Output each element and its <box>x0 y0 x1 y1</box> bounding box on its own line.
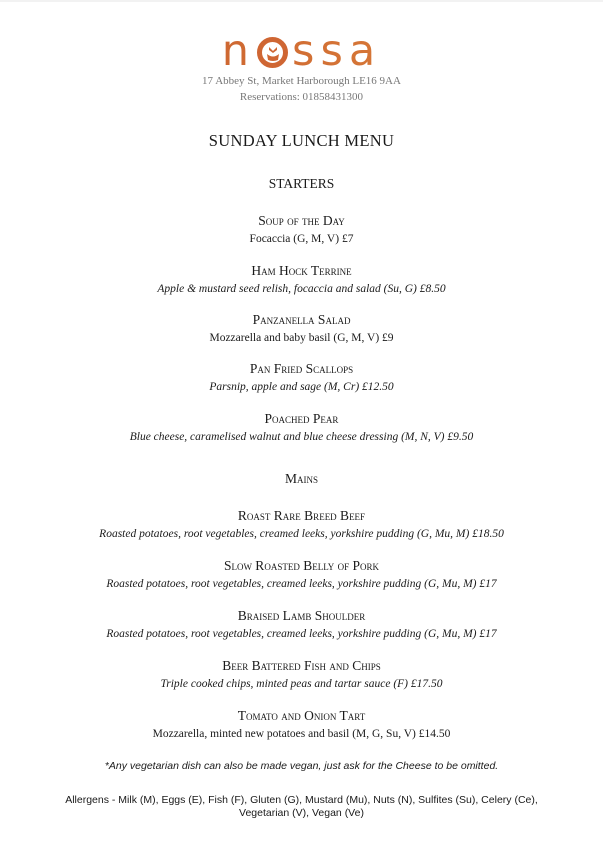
menu-item <box>0 360 603 395</box>
item-name: Braised Lamb Shoulder <box>237 608 366 623</box>
menu-item <box>0 557 603 592</box>
starters-heading: STARTERS <box>268 176 335 191</box>
menu-item <box>0 311 603 346</box>
menu-item <box>0 410 603 445</box>
item-description: Roasted potatoes, root vegetables, creamed leeks, yorkshire pudding (G, Mu, M) £17 <box>106 578 497 590</box>
menu-title: SUNDAY LUNCH MENU <box>208 131 395 150</box>
menu-item <box>0 507 603 542</box>
item-name: Ham Hock Terrine <box>251 263 352 278</box>
item-name: Roast Rare Breed Beef <box>237 508 366 523</box>
mains-heading: Mains <box>284 471 318 486</box>
logo-text-end: ssa <box>292 26 382 76</box>
menu-item <box>0 657 603 692</box>
brand-logo <box>0 27 603 75</box>
item-description: Focaccia (G, M, V) £7 <box>249 233 354 245</box>
item-description: Roasted potatoes, root vegetables, creamed leeks, yorkshire pudding (G, Mu, M) £17 <box>106 628 497 640</box>
menu-item <box>0 607 603 642</box>
vegan-note: *Any vegetarian dish can also be made vegan, just ask for the Cheese to be omitted. <box>104 760 499 772</box>
logo-emblem-icon <box>257 37 288 68</box>
item-description: Mozzarella and baby basil (G, M, V) £9 <box>209 332 394 344</box>
item-name: Poached Pear <box>264 411 339 426</box>
item-name: Slow Roasted Belly of Pork <box>223 558 380 573</box>
item-description: Parsnip, apple and sage (M, Cr) £12.50 <box>209 381 394 393</box>
item-name: Soup of the Day <box>258 213 345 228</box>
address: 17 Abbey St, Market Harborough LE16 9AA <box>202 75 401 87</box>
item-description: Mozzarella, minted new potatoes and basil (M, G, Su, V) £14.50 <box>152 728 451 740</box>
menu-item <box>0 707 603 742</box>
item-name: Beer Battered Fish and Chips <box>222 658 381 673</box>
reservations-phone: Reservations: 01858431300 <box>239 91 364 103</box>
allergens-legend: Allergens - Milk (M), Eggs (E), Fish (F), Gluten (G), Mustard (Mu), Nuts (N), Sulfites (Su), Celery (Ce), Vegetarian (V), Vegan (Ve) <box>65 794 538 819</box>
item-name: Tomato and Onion Tart <box>237 708 366 723</box>
item-description: Apple & mustard seed relish, focaccia and salad (Su, G) £8.50 <box>157 283 446 295</box>
item-name: Pan Fried Scallops <box>249 361 354 376</box>
item-description: Roasted potatoes, root vegetables, creamed leeks, yorkshire pudding (G, Mu, M) £18.50 <box>99 528 504 540</box>
item-name: Panzanella Salad <box>252 312 351 327</box>
logo-text-start: n <box>221 26 256 76</box>
top-divider <box>0 0 603 2</box>
item-description: Blue cheese, caramelised walnut and blue cheese dressing (M, N, V) £9.50 <box>129 431 474 443</box>
item-description: Triple cooked chips, minted peas and tartar sauce (F) £17.50 <box>160 678 443 690</box>
menu-item <box>0 212 603 247</box>
menu-item <box>0 262 603 297</box>
